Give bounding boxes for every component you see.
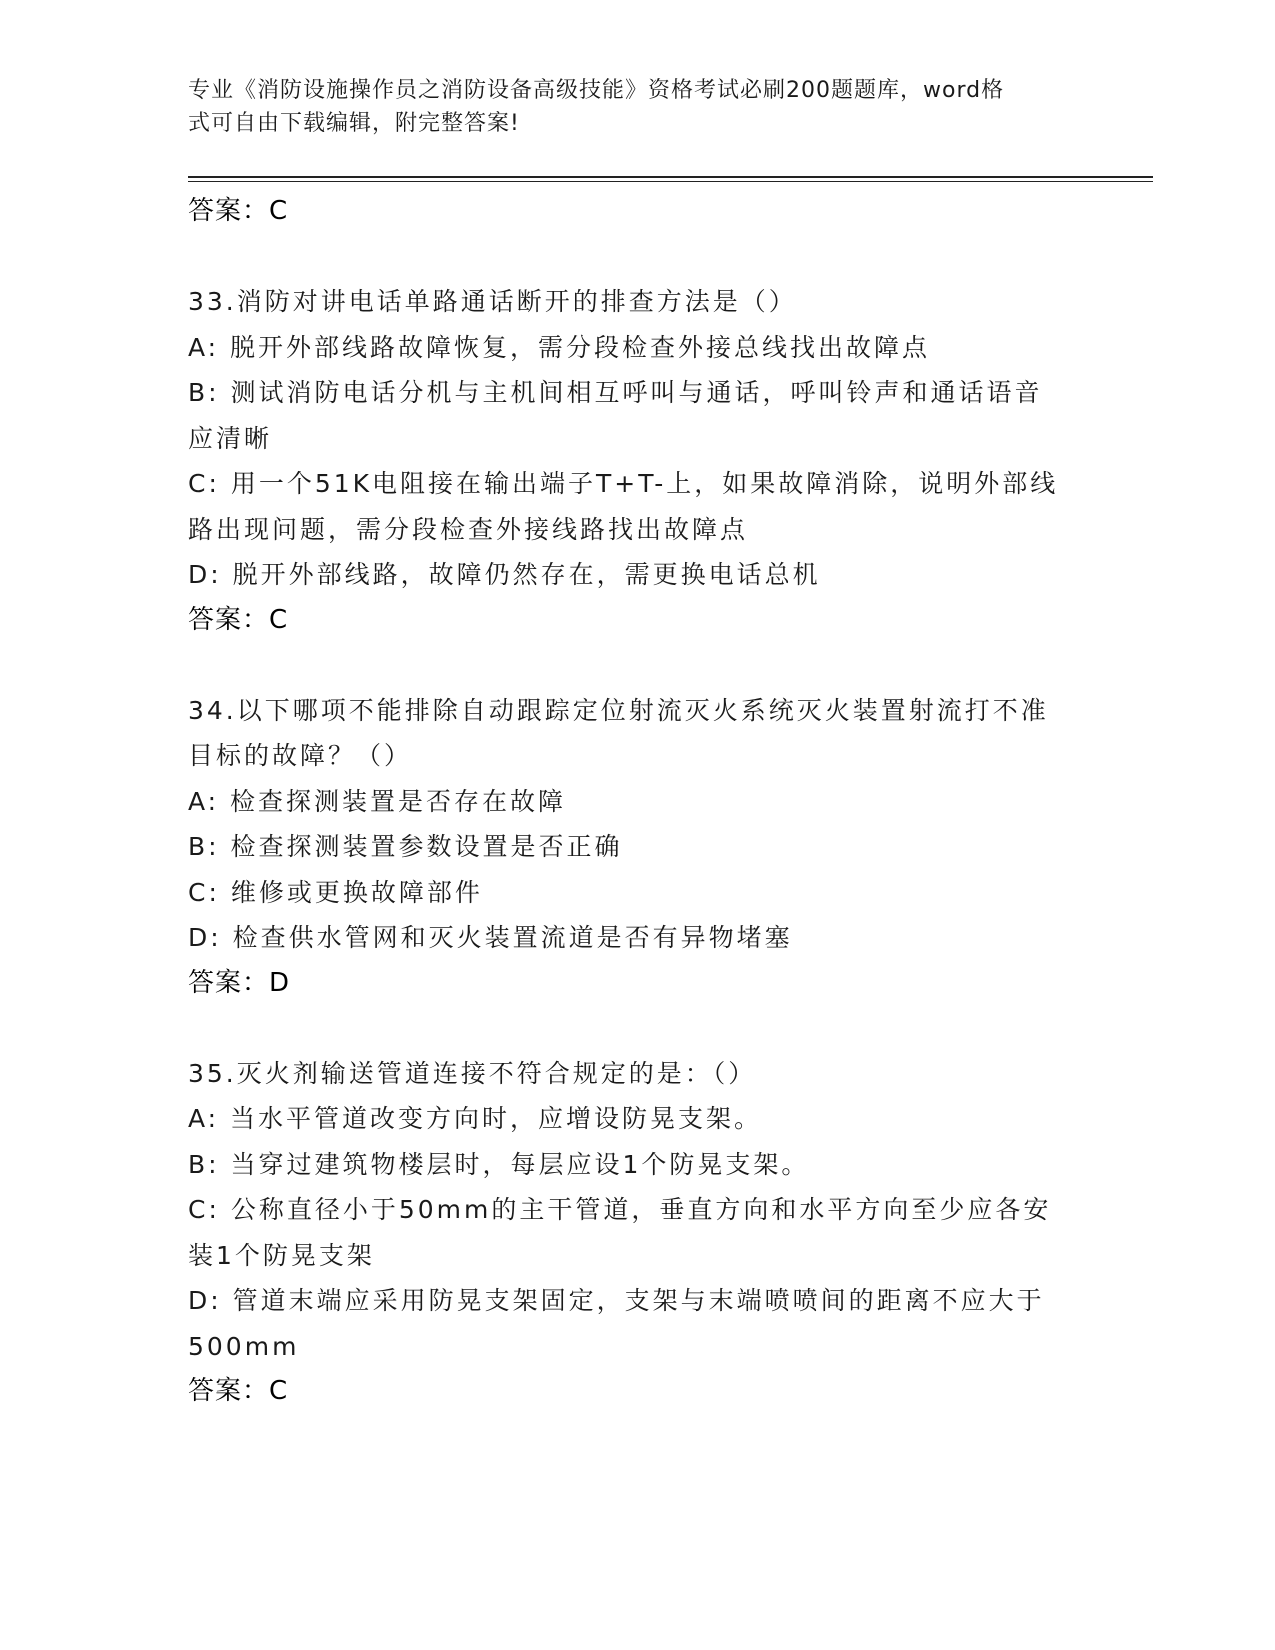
question-35-answer: 答案：C [188, 1376, 289, 1406]
question-35-option-a: A: 当水平管道改变方向时，应增设防晃支架。 [188, 1104, 763, 1133]
question-34-option-c: C: 维修或更换故障部件 [188, 877, 483, 907]
question-34-answer: 答案：D [188, 967, 291, 998]
question-34-option-d: D: 检查供水管网和灭火装置流道是否有异物堵塞 [188, 923, 793, 952]
question-35-stem: 35.灭火剂输送管道连接不符合规定的是：（） [188, 1058, 757, 1088]
question-35-option-d: D: 管道末端应采用防晃支架固定，支架与末端喷喷间的距离不应大于 [188, 1286, 1045, 1315]
header-divider-thick [188, 176, 1153, 178]
question-33-option-b-cont: 应清晰 [188, 423, 273, 453]
question-33-option-b: B: 测试消防电话分机与主机间相互呼叫与通话，呼叫铃声和通话语音 [188, 378, 1043, 407]
question-33-option-d: D: 脱开外部线路，故障仍然存在，需更换电话总机 [188, 560, 821, 589]
question-34-option-a: A: 检查探测装置是否存在故障 [188, 786, 567, 816]
document-body [188, 189, 1088, 1413]
question-33-option-c-cont: 路出现问题，需分段检查外接线路找出故障点 [188, 514, 749, 544]
question-35-option-b: B: 当穿过建筑物楼层时，每层应设1个防晃支架。 [188, 1149, 810, 1179]
question-34-option-b: B: 检查探测装置参数设置是否正确 [188, 832, 623, 861]
question-33-stem: 33.消防对讲电话单路通话断开的排查方法是（） [188, 287, 797, 316]
question-35-option-d-cont: 500mm [188, 1331, 300, 1361]
document-header [188, 74, 1068, 140]
question-34-stem: 34.以下哪项不能排除自动跟踪定位射流灭火系统灭火装置射流打不准 [188, 695, 1049, 725]
question-34-stem-cont: 目标的故障？（） [188, 741, 413, 770]
question-33 [188, 279, 1088, 642]
question-34 [188, 688, 1088, 1005]
header-divider-thin [188, 181, 1153, 182]
question-35-option-c-cont: 装1个防晃支架 [188, 1240, 375, 1270]
question-35 [188, 1051, 1088, 1414]
question-35-option-c: C: 公称直径小于50mm的主干管道，垂直方向和水平方向至少应各安 [188, 1195, 1052, 1224]
question-33-option-c: C: 用一个51K电阻接在输出端子T+T-上，如果故障消除，说明外部线 [188, 469, 1059, 498]
question-33-option-a: A: 脱开外部线路故障恢复，需分段检查外接总线找出故障点 [188, 332, 931, 362]
answer-line: 答案：C [188, 196, 289, 226]
header-line-2: 式可自由下载编辑，附完整答案! [188, 111, 520, 136]
question-33-answer: 答案：C [188, 604, 289, 635]
header-line-1: 专业《消防设施操作员之消防设备高级技能》资格考试必刷200题题库，word格 [188, 78, 1005, 103]
